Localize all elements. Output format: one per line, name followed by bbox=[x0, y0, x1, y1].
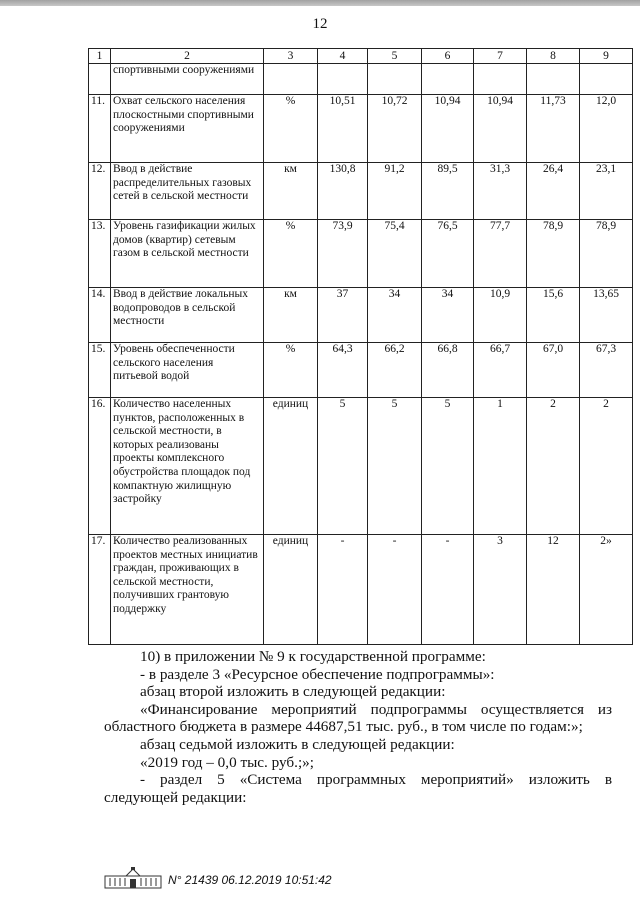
unit bbox=[264, 64, 318, 95]
document-registration-mark: N° 21439 06.12.2019 10:51:42 bbox=[168, 872, 332, 887]
value-cell: 34 bbox=[368, 288, 422, 343]
row-index: 16. bbox=[89, 398, 111, 535]
paragraph: областного бюджета в размере 44687,51 тыс. руб., в том числе по годам:»; bbox=[104, 718, 583, 736]
paragraph: абзац второй изложить в следующей редакции: bbox=[140, 683, 446, 701]
value-cell: 5 bbox=[368, 398, 422, 535]
table-row bbox=[89, 535, 633, 645]
indicator-name: Количество реализованных проектов местных инициатив граждан, проживающих в сельской местности, получивших грантовую поддержку bbox=[111, 535, 264, 645]
value-cell: - bbox=[318, 535, 368, 645]
header-cell: 1 bbox=[89, 49, 111, 64]
value-cell: - bbox=[368, 535, 422, 645]
row-index bbox=[89, 64, 111, 95]
table-row bbox=[89, 343, 633, 398]
row-index: 17. bbox=[89, 535, 111, 645]
value-cell: 10,72 bbox=[368, 95, 422, 163]
value-cell: 77,7 bbox=[474, 220, 527, 288]
indicator-name: Количество населенных пунктов, расположенных в сельской местности, в которых реализованы проекты комплексного обустройства площадок под компактную жилищную застройку bbox=[111, 398, 264, 535]
value-cell: 31,3 bbox=[474, 163, 527, 220]
value-cell bbox=[318, 64, 368, 95]
value-cell: 10,94 bbox=[474, 95, 527, 163]
header-cell: 6 bbox=[422, 49, 474, 64]
row-index: 11. bbox=[89, 95, 111, 163]
unit: км bbox=[264, 163, 318, 220]
unit: % bbox=[264, 343, 318, 398]
value-cell: 78,9 bbox=[580, 220, 633, 288]
paragraph: - раздел 5 «Система программных мероприятий» изложить в bbox=[140, 771, 612, 789]
indicator-name: Ввод в действие локальных водопроводов в сельской местности bbox=[111, 288, 264, 343]
value-cell: 66,2 bbox=[368, 343, 422, 398]
indicator-name: Уровень газификации жилых домов (квартир) сетевым газом в сельской местности bbox=[111, 220, 264, 288]
paragraph: абзац седьмой изложить в следующей редакции: bbox=[140, 735, 455, 753]
value-cell: 26,4 bbox=[527, 163, 580, 220]
paragraph: «2019 год – 0,0 тыс. руб.;»; bbox=[140, 753, 314, 771]
unit: км bbox=[264, 288, 318, 343]
indicator-name: спортивными сооружениями bbox=[111, 64, 264, 95]
row-index: 12. bbox=[89, 163, 111, 220]
row-index: 13. bbox=[89, 220, 111, 288]
value-cell: 67,0 bbox=[527, 343, 580, 398]
paragraph: следующей редакции: bbox=[104, 788, 247, 806]
unit: % bbox=[264, 95, 318, 163]
value-cell bbox=[368, 64, 422, 95]
value-cell: - bbox=[422, 535, 474, 645]
table-row bbox=[89, 220, 633, 288]
paragraph: «Финансирование мероприятий подпрограммы осуществляется из bbox=[140, 700, 612, 718]
value-cell: 12 bbox=[527, 535, 580, 645]
indicator-name: Ввод в действие распределительных газовых сетей в сельской местности bbox=[111, 163, 264, 220]
value-cell: 73,9 bbox=[318, 220, 368, 288]
value-cell: 10,94 bbox=[422, 95, 474, 163]
unit: % bbox=[264, 220, 318, 288]
table-row bbox=[89, 64, 633, 95]
value-cell: 64,3 bbox=[318, 343, 368, 398]
header-cell: 3 bbox=[264, 49, 318, 64]
value-cell: 37 bbox=[318, 288, 368, 343]
value-cell: 5 bbox=[318, 398, 368, 535]
row-index: 15. bbox=[89, 343, 111, 398]
value-cell bbox=[474, 64, 527, 95]
value-cell: 10,51 bbox=[318, 95, 368, 163]
value-cell: 89,5 bbox=[422, 163, 474, 220]
indicator-name: Уровень обеспеченности сельского населения питьевой водой bbox=[111, 343, 264, 398]
scan-top-edge bbox=[0, 0, 640, 6]
value-cell: 76,5 bbox=[422, 220, 474, 288]
value-cell: 67,3 bbox=[580, 343, 633, 398]
value-cell: 3 bbox=[474, 535, 527, 645]
header-cell: 7 bbox=[474, 49, 527, 64]
value-cell: 34 bbox=[422, 288, 474, 343]
header-cell: 4 bbox=[318, 49, 368, 64]
value-cell: 75,4 bbox=[368, 220, 422, 288]
table-row bbox=[89, 398, 633, 535]
value-cell: 11,73 bbox=[527, 95, 580, 163]
value-cell: 2 bbox=[580, 398, 633, 535]
value-cell: 91,2 bbox=[368, 163, 422, 220]
value-cell: 130,8 bbox=[318, 163, 368, 220]
value-cell: 5 bbox=[422, 398, 474, 535]
value-cell bbox=[527, 64, 580, 95]
value-cell: 2» bbox=[580, 535, 633, 645]
body-text bbox=[104, 648, 612, 806]
indicators-table bbox=[88, 48, 633, 645]
value-cell: 78,9 bbox=[527, 220, 580, 288]
page-number: 12 bbox=[312, 16, 328, 32]
row-index: 14. bbox=[89, 288, 111, 343]
value-cell: 23,1 bbox=[580, 163, 633, 220]
value-cell: 1 bbox=[474, 398, 527, 535]
header-cell: 8 bbox=[527, 49, 580, 64]
value-cell: 15,6 bbox=[527, 288, 580, 343]
header-cell: 9 bbox=[580, 49, 633, 64]
table-row bbox=[89, 95, 633, 163]
header-cell: 2 bbox=[111, 49, 264, 64]
value-cell: 13,65 bbox=[580, 288, 633, 343]
value-cell: 10,9 bbox=[474, 288, 527, 343]
value-cell: 66,8 bbox=[422, 343, 474, 398]
building-logo-icon bbox=[104, 867, 162, 892]
footer bbox=[104, 867, 332, 892]
value-cell: 66,7 bbox=[474, 343, 527, 398]
value-cell bbox=[580, 64, 633, 95]
unit: единиц bbox=[264, 535, 318, 645]
header-cell: 5 bbox=[368, 49, 422, 64]
paragraph: - в разделе 3 «Ресурсное обеспечение подпрограммы»: bbox=[140, 665, 495, 683]
value-cell: 12,0 bbox=[580, 95, 633, 163]
header-row bbox=[89, 49, 633, 64]
table-row bbox=[89, 163, 633, 220]
unit: единиц bbox=[264, 398, 318, 535]
value-cell bbox=[422, 64, 474, 95]
paragraph: 10) в приложении № 9 к государственной программе: bbox=[140, 648, 486, 665]
table-row bbox=[89, 288, 633, 343]
value-cell: 2 bbox=[527, 398, 580, 535]
indicator-name: Охват сельского населения плоскостными спортивными сооружениями bbox=[111, 95, 264, 163]
